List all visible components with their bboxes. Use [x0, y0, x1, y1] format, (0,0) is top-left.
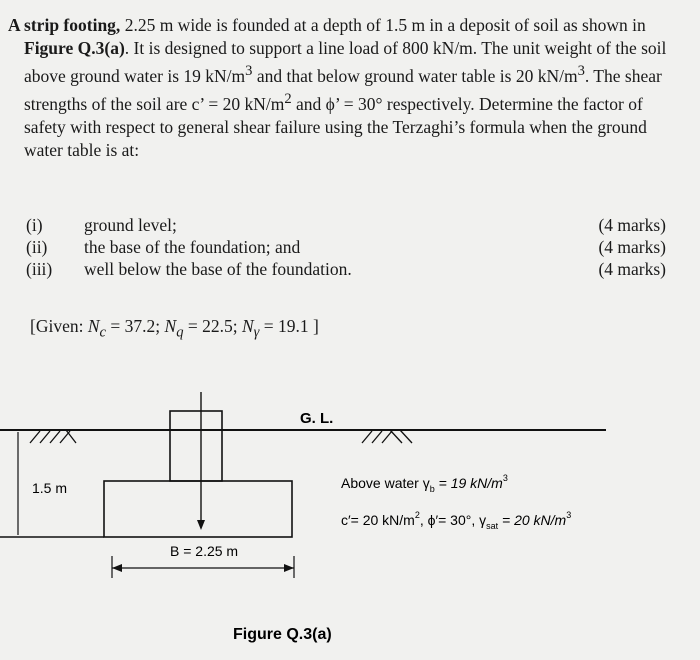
- footing-base: [104, 481, 292, 537]
- nq-label: N: [164, 316, 177, 336]
- question-parts: [26, 214, 666, 280]
- part-number: (ii): [26, 237, 48, 257]
- above-water-label: Above water $\gamma_b = 19$ $kN/m^3$: [341, 473, 508, 494]
- part-row: [26, 236, 666, 258]
- nc-value: = 37.2;: [106, 316, 165, 336]
- part-number: (iii): [26, 259, 53, 279]
- question-lead: A strip footing,: [8, 15, 121, 35]
- soil-properties-label: c′= 20 $kN/m^2$, ϕ′= 30°, $\gamma_{sat} = 20$ $kN/m^3$: [341, 510, 572, 531]
- part-text: the base of the foundation; and: [84, 237, 301, 257]
- superscript-3a: 3: [245, 63, 253, 79]
- depth-label: 1.5 m: [32, 480, 68, 496]
- figure-caption: Figure Q.3(a): [233, 626, 332, 643]
- question-text-3: and that below ground water table is 20 kN/m: [252, 65, 578, 86]
- width-arrow-right: [284, 564, 294, 572]
- part-number: (i): [26, 215, 43, 235]
- nq-sub: q: [176, 324, 184, 341]
- given-values: [30, 316, 319, 342]
- part-row: [26, 258, 666, 280]
- ng-value: = 19.1 ]: [259, 316, 319, 336]
- part-marks: (4 marks): [598, 215, 666, 235]
- ng-sub: γ: [253, 324, 260, 341]
- part-text: well below the base of the foundation.: [84, 259, 352, 279]
- nq-value: = 22.5;: [183, 316, 242, 336]
- question-text-2: . It is designed to support a line load of 800 kN/m. The unit weight of the soil above ground water is 19 kN/m: [24, 38, 667, 86]
- ground-hatch-right: [362, 430, 412, 443]
- width-arrow-left: [112, 564, 122, 572]
- nc-label: N: [87, 316, 100, 336]
- question-text-1: 2.25 m wide is founded at a depth of 1.5 m in a deposit of soil as shown in: [120, 15, 646, 35]
- load-arrow-head: [197, 520, 205, 530]
- part-marks: (4 marks): [598, 259, 666, 279]
- question-text-4: . The shear strengths of the soil are c’ = 20 kN/m: [24, 65, 662, 114]
- part-text: ground level;: [84, 215, 177, 235]
- question-text-5: and ϕ’ = 30° respectively. Determine the factor of safety with respect to general shear failure using the Terzaghi’s formula when the ground water table is at:: [24, 93, 647, 160]
- gl-label: G. L.: [300, 410, 334, 427]
- figure-reference: Figure Q.3(a): [24, 38, 125, 58]
- nc-sub: c: [99, 324, 107, 341]
- superscript-2: 2: [284, 90, 292, 107]
- ground-hatch-left: [30, 430, 76, 443]
- width-label: B = 2.25 m: [170, 543, 239, 559]
- part-marks: (4 marks): [598, 237, 666, 257]
- footing-column: [170, 411, 222, 481]
- question-text: [8, 14, 668, 162]
- ng-label: N: [241, 316, 254, 336]
- footing-figure: [0, 392, 700, 660]
- part-row: [26, 214, 666, 236]
- given-open: [Given:: [30, 316, 88, 336]
- superscript-3b: 3: [577, 63, 585, 79]
